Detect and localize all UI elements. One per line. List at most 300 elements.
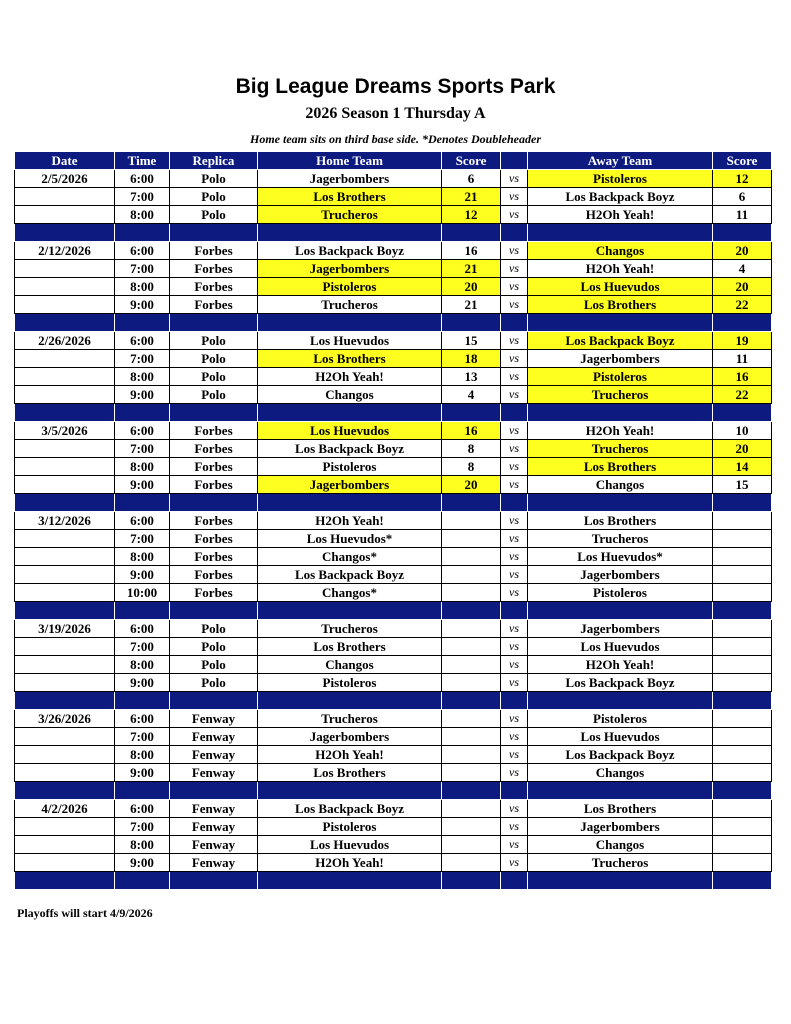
away-score	[713, 656, 772, 674]
home-team: Los Huevudos	[258, 422, 442, 440]
away-team: Jagerbombers	[528, 350, 713, 368]
game-field: Forbes	[170, 278, 258, 296]
home-score: 4	[442, 386, 501, 404]
separator-cell	[528, 602, 713, 620]
home-score: 20	[442, 476, 501, 494]
game-time: 7:00	[115, 188, 170, 206]
separator-cell	[528, 692, 713, 710]
header-row	[15, 152, 772, 170]
home-team: Los Backpack Boyz	[258, 242, 442, 260]
game-date	[15, 854, 115, 872]
separator-cell	[258, 872, 442, 890]
home-score: 13	[442, 368, 501, 386]
separator-cell	[713, 404, 772, 422]
home-team: Changos*	[258, 584, 442, 602]
game-field: Polo	[170, 620, 258, 638]
away-score: 11	[713, 206, 772, 224]
game-date	[15, 458, 115, 476]
separator-cell	[170, 404, 258, 422]
home-score: 21	[442, 296, 501, 314]
vs-label: vs	[501, 350, 528, 368]
separator-cell	[170, 692, 258, 710]
col-header-home-score: Score	[442, 152, 501, 170]
home-team: Pistoleros	[258, 278, 442, 296]
away-score	[713, 620, 772, 638]
game-row	[15, 710, 772, 728]
vs-label: vs	[501, 422, 528, 440]
separator-cell	[442, 494, 501, 512]
week-separator	[15, 494, 772, 512]
vs-label: vs	[501, 260, 528, 278]
away-score: 20	[713, 278, 772, 296]
home-score	[442, 566, 501, 584]
home-score: 18	[442, 350, 501, 368]
home-score	[442, 800, 501, 818]
separator-cell	[713, 872, 772, 890]
separator-cell	[501, 602, 528, 620]
game-field: Forbes	[170, 476, 258, 494]
game-row	[15, 242, 772, 260]
game-field: Fenway	[170, 728, 258, 746]
playoffs-note: Playoffs will start 4/9/2026	[17, 906, 153, 920]
vs-label: vs	[501, 584, 528, 602]
vs-label: vs	[501, 710, 528, 728]
vs-label: vs	[501, 332, 528, 350]
separator-cell	[115, 314, 170, 332]
away-team: Changos	[528, 836, 713, 854]
game-row	[15, 548, 772, 566]
home-score: 12	[442, 206, 501, 224]
separator-cell	[713, 314, 772, 332]
home-team: Changos	[258, 656, 442, 674]
away-score	[713, 818, 772, 836]
away-team: Los Backpack Boyz	[528, 746, 713, 764]
game-row	[15, 476, 772, 494]
game-date	[15, 386, 115, 404]
game-date	[15, 548, 115, 566]
game-row	[15, 368, 772, 386]
game-row	[15, 278, 772, 296]
away-team: Trucheros	[528, 386, 713, 404]
game-time: 8:00	[115, 458, 170, 476]
game-field: Fenway	[170, 800, 258, 818]
separator-cell	[15, 602, 115, 620]
home-score: 21	[442, 260, 501, 278]
home-team: Jagerbombers	[258, 260, 442, 278]
home-team: Los Brothers	[258, 764, 442, 782]
game-row	[15, 512, 772, 530]
separator-cell	[170, 872, 258, 890]
away-team: Jagerbombers	[528, 566, 713, 584]
home-team: H2Oh Yeah!	[258, 368, 442, 386]
away-team: H2Oh Yeah!	[528, 422, 713, 440]
game-time: 7:00	[115, 530, 170, 548]
game-field: Polo	[170, 656, 258, 674]
home-score	[442, 836, 501, 854]
separator-cell	[713, 782, 772, 800]
home-score	[442, 656, 501, 674]
schedule-body	[15, 170, 772, 890]
away-team: Los Huevudos	[528, 278, 713, 296]
home-score	[442, 512, 501, 530]
separator-cell	[528, 314, 713, 332]
vs-label: vs	[501, 296, 528, 314]
away-team: Los Backpack Boyz	[528, 332, 713, 350]
game-row	[15, 818, 772, 836]
game-row	[15, 440, 772, 458]
away-team: Los Brothers	[528, 800, 713, 818]
separator-cell	[170, 602, 258, 620]
away-score: 16	[713, 368, 772, 386]
separator-cell	[115, 782, 170, 800]
separator-cell	[258, 692, 442, 710]
away-score: 12	[713, 170, 772, 188]
game-time: 7:00	[115, 818, 170, 836]
game-row	[15, 638, 772, 656]
separator-cell	[15, 782, 115, 800]
game-time: 6:00	[115, 242, 170, 260]
away-score: 19	[713, 332, 772, 350]
game-time: 9:00	[115, 476, 170, 494]
away-team: Los Brothers	[528, 296, 713, 314]
separator-cell	[258, 494, 442, 512]
separator-cell	[713, 692, 772, 710]
separator-cell	[115, 404, 170, 422]
vs-label: vs	[501, 458, 528, 476]
away-score	[713, 764, 772, 782]
vs-label: vs	[501, 566, 528, 584]
week-separator	[15, 602, 772, 620]
separator-cell	[258, 782, 442, 800]
game-field: Polo	[170, 332, 258, 350]
away-score: 22	[713, 296, 772, 314]
away-team: H2Oh Yeah!	[528, 206, 713, 224]
col-header-replica: Replica	[170, 152, 258, 170]
game-row	[15, 422, 772, 440]
game-row	[15, 800, 772, 818]
home-score	[442, 548, 501, 566]
away-team: Los Brothers	[528, 512, 713, 530]
separator-cell	[442, 692, 501, 710]
game-time: 6:00	[115, 512, 170, 530]
home-team: H2Oh Yeah!	[258, 854, 442, 872]
home-team: Los Huevudos	[258, 836, 442, 854]
away-score: 11	[713, 350, 772, 368]
week-separator	[15, 692, 772, 710]
separator-cell	[170, 782, 258, 800]
col-header-vs	[501, 152, 528, 170]
separator-cell	[442, 782, 501, 800]
game-time: 9:00	[115, 674, 170, 692]
game-field: Polo	[170, 386, 258, 404]
vs-label: vs	[501, 386, 528, 404]
away-score	[713, 674, 772, 692]
game-time: 6:00	[115, 710, 170, 728]
separator-cell	[528, 224, 713, 242]
separator-cell	[713, 224, 772, 242]
game-date	[15, 764, 115, 782]
home-team: Los Huevudos*	[258, 530, 442, 548]
away-score	[713, 584, 772, 602]
col-header-away-score: Score	[713, 152, 772, 170]
game-field: Forbes	[170, 458, 258, 476]
away-team: Los Backpack Boyz	[528, 188, 713, 206]
game-row	[15, 332, 772, 350]
game-date	[15, 206, 115, 224]
game-field: Forbes	[170, 440, 258, 458]
home-score: 21	[442, 188, 501, 206]
separator-cell	[115, 494, 170, 512]
home-team: Trucheros	[258, 710, 442, 728]
game-time: 6:00	[115, 170, 170, 188]
away-score	[713, 836, 772, 854]
week-separator	[15, 224, 772, 242]
game-date	[15, 674, 115, 692]
week-separator	[15, 782, 772, 800]
away-score: 14	[713, 458, 772, 476]
game-row	[15, 674, 772, 692]
home-team: Pistoleros	[258, 458, 442, 476]
separator-cell	[501, 404, 528, 422]
game-date	[15, 188, 115, 206]
away-team: Trucheros	[528, 854, 713, 872]
game-field: Fenway	[170, 746, 258, 764]
game-date: 2/12/2026	[15, 242, 115, 260]
vs-label: vs	[501, 836, 528, 854]
vs-label: vs	[501, 764, 528, 782]
away-team: Changos	[528, 242, 713, 260]
separator-cell	[170, 314, 258, 332]
vs-label: vs	[501, 638, 528, 656]
home-team: Trucheros	[258, 296, 442, 314]
separator-cell	[258, 404, 442, 422]
home-team: Trucheros	[258, 206, 442, 224]
away-score	[713, 566, 772, 584]
home-score	[442, 818, 501, 836]
vs-label: vs	[501, 530, 528, 548]
home-team: Trucheros	[258, 620, 442, 638]
game-field: Forbes	[170, 584, 258, 602]
game-row	[15, 350, 772, 368]
col-header-away-team: Away Team	[528, 152, 713, 170]
game-time: 7:00	[115, 728, 170, 746]
game-time: 7:00	[115, 440, 170, 458]
col-header-home-team: Home Team	[258, 152, 442, 170]
game-row	[15, 296, 772, 314]
home-team: Changos*	[258, 548, 442, 566]
away-score: 6	[713, 188, 772, 206]
game-date	[15, 638, 115, 656]
home-score: 20	[442, 278, 501, 296]
game-row	[15, 566, 772, 584]
separator-cell	[258, 314, 442, 332]
home-score	[442, 674, 501, 692]
away-team: Los Huevudos	[528, 638, 713, 656]
week-separator	[15, 872, 772, 890]
week-separator	[15, 404, 772, 422]
vs-label: vs	[501, 440, 528, 458]
separator-cell	[528, 494, 713, 512]
game-field: Polo	[170, 206, 258, 224]
game-date	[15, 566, 115, 584]
away-score	[713, 710, 772, 728]
separator-cell	[713, 494, 772, 512]
away-score	[713, 854, 772, 872]
separator-cell	[528, 404, 713, 422]
home-score	[442, 854, 501, 872]
game-row	[15, 206, 772, 224]
game-row	[15, 620, 772, 638]
home-score: 15	[442, 332, 501, 350]
separator-cell	[258, 602, 442, 620]
game-date	[15, 836, 115, 854]
away-team: Los Huevudos*	[528, 548, 713, 566]
home-team: Los Huevudos	[258, 332, 442, 350]
away-score	[713, 512, 772, 530]
game-time: 8:00	[115, 836, 170, 854]
schedule-table	[14, 151, 772, 890]
game-row	[15, 260, 772, 278]
separator-cell	[170, 224, 258, 242]
vs-label: vs	[501, 656, 528, 674]
home-team: Los Backpack Boyz	[258, 566, 442, 584]
home-team: Pistoleros	[258, 818, 442, 836]
vs-label: vs	[501, 728, 528, 746]
home-score	[442, 638, 501, 656]
away-team: Trucheros	[528, 440, 713, 458]
game-row	[15, 746, 772, 764]
game-row	[15, 386, 772, 404]
separator-cell	[115, 602, 170, 620]
vs-label: vs	[501, 278, 528, 296]
away-score: 22	[713, 386, 772, 404]
home-team: Jagerbombers	[258, 728, 442, 746]
game-field: Forbes	[170, 422, 258, 440]
game-row	[15, 656, 772, 674]
game-date	[15, 656, 115, 674]
away-team: H2Oh Yeah!	[528, 656, 713, 674]
game-field: Polo	[170, 188, 258, 206]
separator-cell	[501, 224, 528, 242]
game-time: 6:00	[115, 620, 170, 638]
game-date	[15, 584, 115, 602]
game-row	[15, 170, 772, 188]
separator-cell	[442, 602, 501, 620]
vs-label: vs	[501, 512, 528, 530]
away-team: Pistoleros	[528, 710, 713, 728]
game-date: 2/5/2026	[15, 170, 115, 188]
game-field: Fenway	[170, 710, 258, 728]
game-field: Forbes	[170, 530, 258, 548]
week-separator	[15, 314, 772, 332]
home-score	[442, 710, 501, 728]
game-field: Forbes	[170, 512, 258, 530]
away-score	[713, 800, 772, 818]
away-score	[713, 530, 772, 548]
home-score	[442, 746, 501, 764]
game-date	[15, 350, 115, 368]
vs-label: vs	[501, 800, 528, 818]
home-team: Jagerbombers	[258, 476, 442, 494]
game-row	[15, 854, 772, 872]
game-time: 7:00	[115, 638, 170, 656]
game-time: 10:00	[115, 584, 170, 602]
away-score	[713, 728, 772, 746]
game-time: 8:00	[115, 206, 170, 224]
separator-cell	[15, 494, 115, 512]
away-score: 15	[713, 476, 772, 494]
game-date: 3/5/2026	[15, 422, 115, 440]
away-team: Los Backpack Boyz	[528, 674, 713, 692]
separator-cell	[501, 692, 528, 710]
home-score: 16	[442, 422, 501, 440]
home-score	[442, 530, 501, 548]
separator-cell	[528, 872, 713, 890]
game-field: Forbes	[170, 296, 258, 314]
separator-cell	[15, 404, 115, 422]
away-score	[713, 638, 772, 656]
separator-cell	[442, 224, 501, 242]
vs-label: vs	[501, 620, 528, 638]
away-score: 4	[713, 260, 772, 278]
game-date	[15, 818, 115, 836]
home-team: Los Brothers	[258, 350, 442, 368]
separator-cell	[442, 872, 501, 890]
game-field: Fenway	[170, 854, 258, 872]
home-score: 8	[442, 440, 501, 458]
game-field: Forbes	[170, 548, 258, 566]
game-field: Polo	[170, 368, 258, 386]
game-row	[15, 530, 772, 548]
separator-cell	[442, 404, 501, 422]
away-score: 20	[713, 242, 772, 260]
game-row	[15, 764, 772, 782]
separator-cell	[15, 314, 115, 332]
away-score	[713, 548, 772, 566]
game-time: 8:00	[115, 548, 170, 566]
game-field: Polo	[170, 170, 258, 188]
game-time: 7:00	[115, 350, 170, 368]
game-date: 3/26/2026	[15, 710, 115, 728]
game-field: Fenway	[170, 818, 258, 836]
game-date: 4/2/2026	[15, 800, 115, 818]
separator-cell	[15, 224, 115, 242]
away-team: H2Oh Yeah!	[528, 260, 713, 278]
away-score: 10	[713, 422, 772, 440]
separator-cell	[528, 782, 713, 800]
away-team: Pistoleros	[528, 584, 713, 602]
away-team: Pistoleros	[528, 170, 713, 188]
game-date	[15, 530, 115, 548]
game-date: 3/12/2026	[15, 512, 115, 530]
away-team: Changos	[528, 476, 713, 494]
away-team: Trucheros	[528, 530, 713, 548]
home-team: Los Backpack Boyz	[258, 440, 442, 458]
vs-label: vs	[501, 818, 528, 836]
away-score: 20	[713, 440, 772, 458]
game-time: 8:00	[115, 656, 170, 674]
season-subtitle: 2026 Season 1 Thursday A	[305, 105, 486, 122]
away-team: Jagerbombers	[528, 620, 713, 638]
game-row	[15, 458, 772, 476]
separator-cell	[501, 494, 528, 512]
separator-cell	[115, 692, 170, 710]
game-date	[15, 440, 115, 458]
game-time: 8:00	[115, 746, 170, 764]
game-field: Forbes	[170, 242, 258, 260]
game-time: 9:00	[115, 854, 170, 872]
separator-cell	[115, 224, 170, 242]
